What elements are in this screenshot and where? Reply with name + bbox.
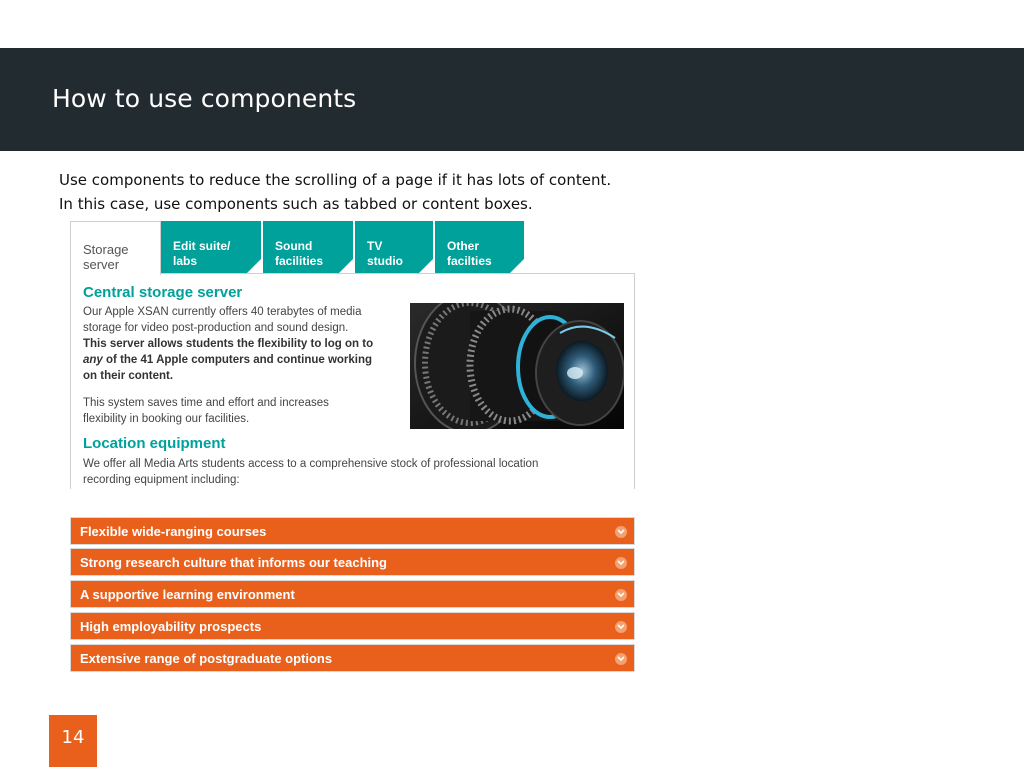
- intro-line: In this case, use components such as tabbed or content boxes.: [59, 195, 533, 213]
- tabbed-component: [70, 221, 635, 489]
- panel-heading: Central storage server: [83, 284, 243, 301]
- intro-line: Use components to reduce the scrolling of a page if it has lots of content.: [59, 171, 612, 189]
- tab-other-facilities[interactable]: Other facilties: [435, 221, 524, 273]
- panel-text: Our Apple XSAN currently offers 40 terabytes of media: [83, 306, 362, 318]
- camera-lens-photo: [410, 303, 624, 429]
- panel-text: on their content.: [83, 370, 174, 382]
- panel-text: storage for video post-production and sound design.: [83, 322, 349, 334]
- chevron-down-icon: [615, 589, 627, 601]
- accordion-item[interactable]: Extensive range of postgraduate options: [70, 644, 635, 672]
- panel-text: This server allows students the flexibility to log on to: [83, 338, 374, 350]
- panel-text: We offer all Media Arts students access to a comprehensive stock of professional location: [83, 458, 539, 470]
- chevron-down-icon: [615, 526, 627, 538]
- panel-heading: Location equipment: [83, 435, 226, 452]
- camera-lens-icon: [410, 303, 624, 429]
- accordion-item[interactable]: Flexible wide-ranging courses: [70, 517, 635, 545]
- slide-header: [0, 48, 1024, 151]
- tab-edit-suite-labs[interactable]: Edit suite/ labs: [161, 221, 261, 273]
- tab-panel: [70, 273, 635, 489]
- chevron-down-icon: [615, 557, 627, 569]
- accordion-item[interactable]: A supportive learning environment: [70, 580, 635, 608]
- panel-text: any of the 41 Apple computers and continue working: [83, 354, 373, 366]
- tab-storage-server[interactable]: Storage server: [70, 221, 161, 275]
- tab-tv-studio[interactable]: TV studio: [355, 221, 433, 273]
- chevron-down-icon: [615, 653, 627, 665]
- chevron-down-icon: [615, 621, 627, 633]
- slide-title: How to use components: [52, 84, 357, 113]
- intro-text: [59, 168, 611, 216]
- accordion-item[interactable]: Strong research culture that informs our teaching: [70, 548, 635, 576]
- panel-text: recording equipment including:: [83, 474, 240, 486]
- page-number: 14: [49, 715, 97, 767]
- panel-text: flexibility in booking our facilities.: [83, 413, 250, 425]
- panel-text: This system saves time and effort and increases: [83, 397, 329, 409]
- accordion-item[interactable]: High employability prospects: [70, 612, 635, 640]
- tab-sound-facilities[interactable]: Sound facilities: [263, 221, 353, 273]
